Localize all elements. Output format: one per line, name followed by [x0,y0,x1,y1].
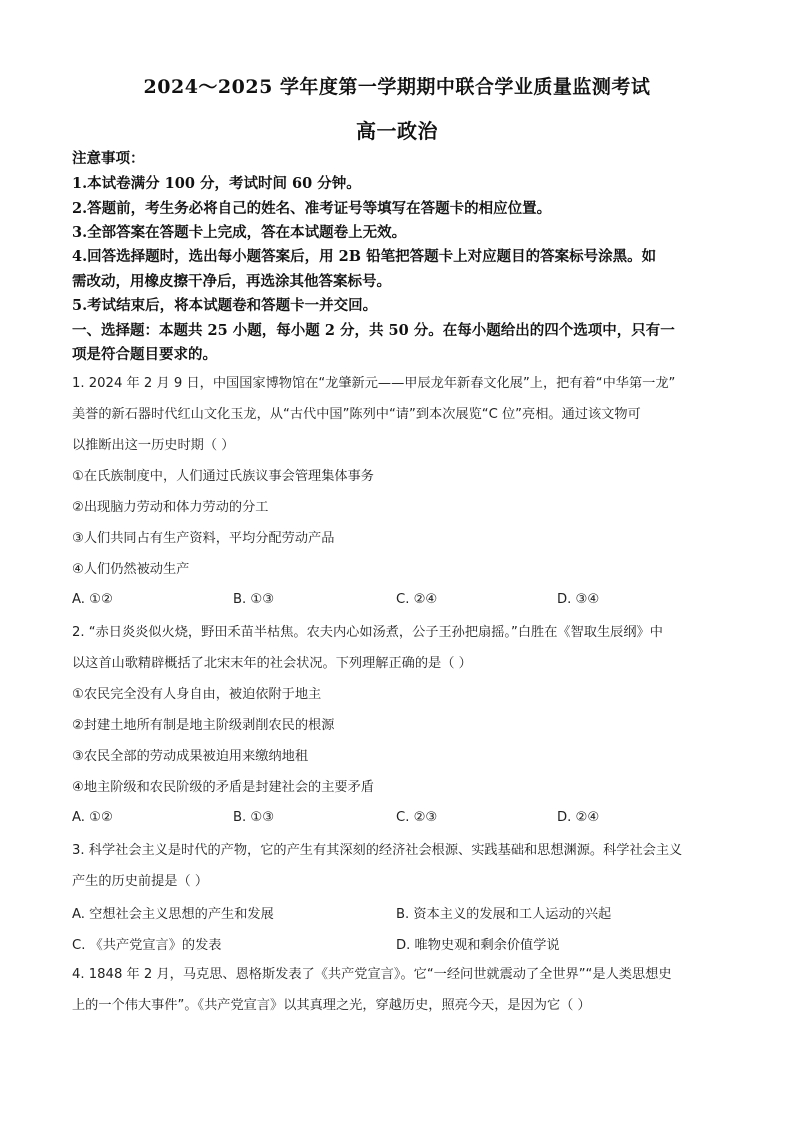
q3-option-a: A. 空想社会主义思想的产生和发展 [72,907,274,922]
q1-stem: 以推断出这一历史时期（ ） [72,438,235,453]
q2-option-d: D. ②④ [557,810,600,825]
q2-item: ④地主阶级和农民阶级的矛盾是封建社会的主要矛盾 [72,780,374,795]
q1-item: ①在氏族制度中，人们通过氏族议事会管理集体事务 [72,469,374,484]
q3-option-b: B. 资本主义的发展和工人运动的兴起 [396,907,612,922]
q1-stem: 美誉的新石器时代红山文化玉龙，从“古代中国”陈列中“请”到本次展览“C 位”亮相。通过该文物可 [72,407,641,422]
notice-item: 4.回答选择题时，选出每小题答案后，用 2B 铅笔把答题卡上对应题目的答案标号涂黑。如 [72,248,657,265]
q2-option-a: A. ①② [72,810,113,825]
exam-title: 2024～2025 学年度第一学期期中联合学业质量监测考试 [143,76,651,98]
q2-option-c: C. ②③ [396,810,438,825]
q2-stem: 以这首山歌精辟概括了北宋末年的社会状况。下列理解正确的是（ ） [72,656,472,671]
q4-stem: 上的一个伟大事件”。《共产党宣言》以其真理之光，穿越历史，照亮今天，是因为它（ ） [72,998,591,1013]
notice-item: 需改动，用橡皮擦干净后，再选涂其他答案标号。 [72,273,391,290]
section-heading-cont: 项是符合题目要求的。 [72,346,217,363]
q1-option-d: D. ③④ [557,592,600,607]
q1-stem: 1. 2024 年 2 月 9 日，中国国家博物馆在“龙肇新元——甲辰龙年新春文化展”上，把有着“中华第一龙” [72,376,676,391]
q4-stem: 4. 1848 年 2 月，马克思、恩格斯发表了《共产党宣言》。它“一经问世就震动了全世界”“是人类思想史 [72,967,672,982]
q1-item: ②出现脑力劳动和体力劳动的分工 [72,500,269,515]
q2-stem: 2. “赤日炎炎似火烧，野田禾苗半枯焦。农夫内心如汤煮，公子王孙把扇摇。”白胜在《智取生辰纲》中 [72,625,663,640]
notice-heading: 注意事项： [72,150,145,167]
q2-item: ①农民完全没有人身自由，被迫依附于地主 [72,687,322,702]
q3-option-c: C. 《共产党宣言》的发表 [72,938,222,953]
q2-item: ②封建土地所有制是地主阶级剥削农民的根源 [72,718,335,733]
section-heading: 一、选择题：本题共 25 小题，每小题 2 分，共 50 分。在每小题给出的四个选项中，只有一 [72,322,675,339]
subject-title: 高一政治 [356,119,438,143]
notice-item: 3.全部答案在答题卡上完成，答在本试题卷上无效。 [72,224,407,241]
notice-item: 2.答题前，考生务必将自己的姓名、准考证号等填写在答题卡的相应位置。 [72,200,552,217]
q3-option-d: D. 唯物史观和剩余价值学说 [396,938,560,953]
q1-option-a: A. ①② [72,592,113,607]
notice-item: 5.考试结束后，将本试题卷和答题卡一并交回。 [72,297,378,314]
q1-option-b: B. ①③ [233,592,275,607]
q1-item: ③人们共同占有生产资料，平均分配劳动产品 [72,531,335,546]
q2-item: ③农民全部的劳动成果被迫用来缴纳地租 [72,749,309,764]
q1-option-c: C. ②④ [396,592,438,607]
q3-stem: 产生的历史前提是（ ） [72,874,209,889]
q3-stem: 3. 科学社会主义是时代的产物，它的产生有其深刻的经济社会根源、实践基础和思想渊源。科学社会主义 [72,843,683,858]
notice-item: 1.本试卷满分 100 分，考试时间 60 分钟。 [72,175,361,192]
q2-option-b: B. ①③ [233,810,275,825]
q1-item: ④人们仍然被动生产 [72,562,190,577]
